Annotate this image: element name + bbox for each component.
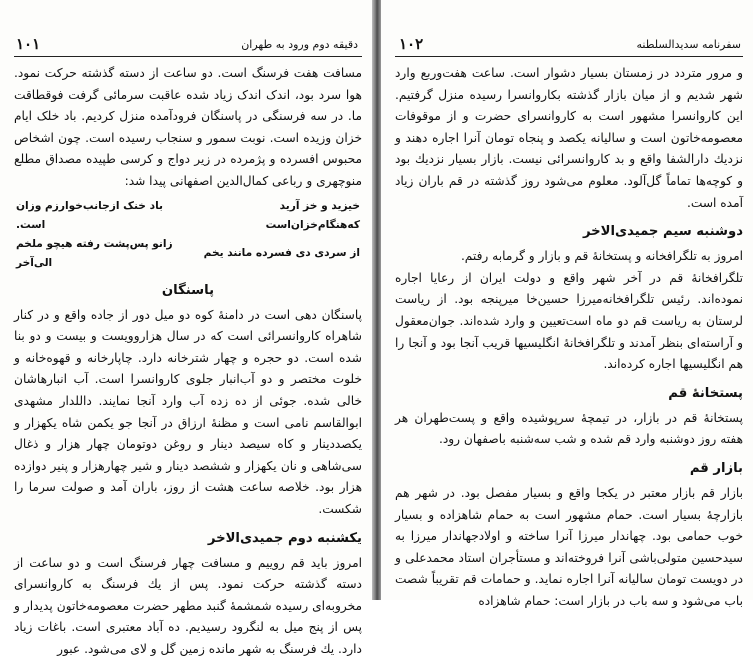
right-page-header [395, 34, 743, 57]
hemistich: از سردی دی فسرده مانند یخم [188, 235, 362, 273]
paragraph: بازار قم بازار معتبر در یکجا واقع و بسیار مفصل بود. در شهر هم بازارچهٔ بسیار است. حمام مشهور است به حمام شاهزاده و بسیار خوب حمامی بود. چهاندار میرزا آنرا ساخته و اولادجهاندار میرزا به سیدحسین متولی‌باشی آنرا فروخته‌اند و مستأجران استاد محمدعلی و در دویست تومان سالیانه آنرا اجاره نماید. و حمامات قم تقریباً شصت باب می‌شود و سه باب در بازار است: حمام شاهزاده [395, 483, 743, 613]
paragraph: پستخانهٔ قم در بازار، در تیمچهٔ سرپوشیده واقع و پست‌طهران هر هفته روز دوشنبه وارد قم شده و شب سه‌شنبه باصفهان رود. [395, 408, 743, 451]
paragraph: مسافت هفت فرسنگ است. دو ساعت از دسته گذشته حرکت نمود. هوا سرد بود، اندک اندک زیاد شده عاقبت سرمائی گرفت فوقطاقت ما. در سه فرسنگی در پاسنگان فرودآمده منزل کردیم. باد خلک ایام خزان وزیده است. نوبت سمور و سنجاب رسیده است. چون اشخاص محبوس افسرده و پژمرده در زیر دواج و کرسی طپیده مصداق مطلع منوچهری و رباعی کمال‌الدین اصفهانی پیدا شد: [14, 63, 362, 193]
paragraph: امروز باید قم روییم و مسافت چهار فرسنگ است و دو ساعت از دسته گذشته حرکت نمود. پس از یك فرسنگ به کاروانسرای مخروبه‌ای رسیده شمشمهٔ گنبد مطهر حضرت معصومه‌خاتون پدیدار و پس از پنج میل به لنگرود رسیدیم. ده آباد معتبری است. باغات زیاد دارد. یك فرسنگ به شهر مانده زمین گل و لای می‌شود. عبور [14, 553, 362, 660]
right-page-body [395, 63, 743, 612]
left-page-body [14, 63, 362, 660]
left-page-header [14, 34, 362, 57]
paragraph: تلگرافخانهٔ قم در آخر شهر واقع و دولت ایران از رعایا اجاره نموده‌اند. رئیس تلگرافخانه‌میرزا حسین‌خا میرپنجه بود. از ریاست لرستان به ریاست قم دو ماه است‌تعیین و وارد شده‌اند. جوان‌معقول و آراسته‌ای بنظر آمدند و تلگرافخانهٔ انگلیسیها قریب آنجا بود و آنجا را هم انگلیسیها اجاره کرده‌اند. [395, 268, 743, 376]
hemistich: باد خنک ازجانب‌خوارزم وزان است. [14, 197, 188, 235]
section-heading-monday: دوشنبه سیم جمیدی‌الاخر [395, 222, 743, 242]
right-running-title: سفرنامه سدیدالسلطنه [637, 38, 741, 51]
section-heading-qom-bazaar: بازار قم [395, 459, 743, 479]
hemistich: خیزید و خز آرید که‌هنگام‌خزان‌است [188, 197, 362, 235]
paragraph: و مرور متردد در زمستان بسیار دشوار است. ساعت هفت‌وربع وارد شهر شدیم و از میان بازار گذشته بکاروانسرا رسیده منزل گرفتیم. این کاروانسرا مشهور است به کاروانسرای حضرت و از موقوفات معصومه‌خاتون است و سالیانه یکصد و پنجاه تومان آنرا اجاره دهند و نزدیك دارالشفا واقع و بد کاروانسرائی نیست. بازار بسیار نزدیك بود و کوچه‌ها تماماً گل‌آلود. معلوم می‌شود روز گذشته در قم باران زیاد آمده است. [395, 63, 743, 214]
poem-line [14, 235, 362, 273]
paragraph: امروز به تلگرافخانه و پستخانهٔ قم و بازار و گرمابه رفتم. [395, 246, 743, 268]
poem-verses [14, 197, 362, 273]
hemistich: زانو پس‌پشت رفته هیچو ملخم الی‌آخر [14, 235, 188, 273]
poem-line [14, 197, 362, 235]
book-gutter [372, 0, 381, 600]
left-page [0, 0, 372, 600]
left-page-number: ۱۰۱ [16, 35, 40, 53]
section-heading-sunday: یکشنبه دوم جمیدی‌الاخر [14, 529, 362, 549]
section-heading-post-office: پستخانهٔ قم [395, 384, 743, 404]
section-heading-pasangan: پاسنگان [14, 281, 362, 301]
right-page [381, 0, 753, 600]
right-page-number: ۱۰۲ [399, 35, 423, 53]
left-running-title: دقیقه دوم ورود به طهران [241, 38, 358, 51]
paragraph: پاسنگان دهی است در دامنهٔ کوه دو میل دور از جاده واقع و در کنار شاهراه کاروانسرائی است که در سال هزاروویست و بیست و دو بنا شده است. دو حجره و چهار شترخانه دارد. چاپارخانه و قهوه‌خانه و خلوت مختصر و دو آب‌انبار جلوی کاروانسرا است. آب انبارهاشان خالی شده. جوئی از ده زده آب وارد آنجا نمایند. داللدار مشهدی ابوالقاسم نامی است و مظنهٔ ارزاق در آنجا جو یکمن شاه یکهزار و یکصددینار و کاه سیصد دینار و روغن دوتومان چهار هزار و ذغال سی‌شاهی و نان یکهزار و ششصد دینار و شیر چهارهزار و پنیر دوازده هزار بود. خلاصه ساعت هشت از روز، باران آمد و صولت سرما را شکست. [14, 305, 362, 521]
